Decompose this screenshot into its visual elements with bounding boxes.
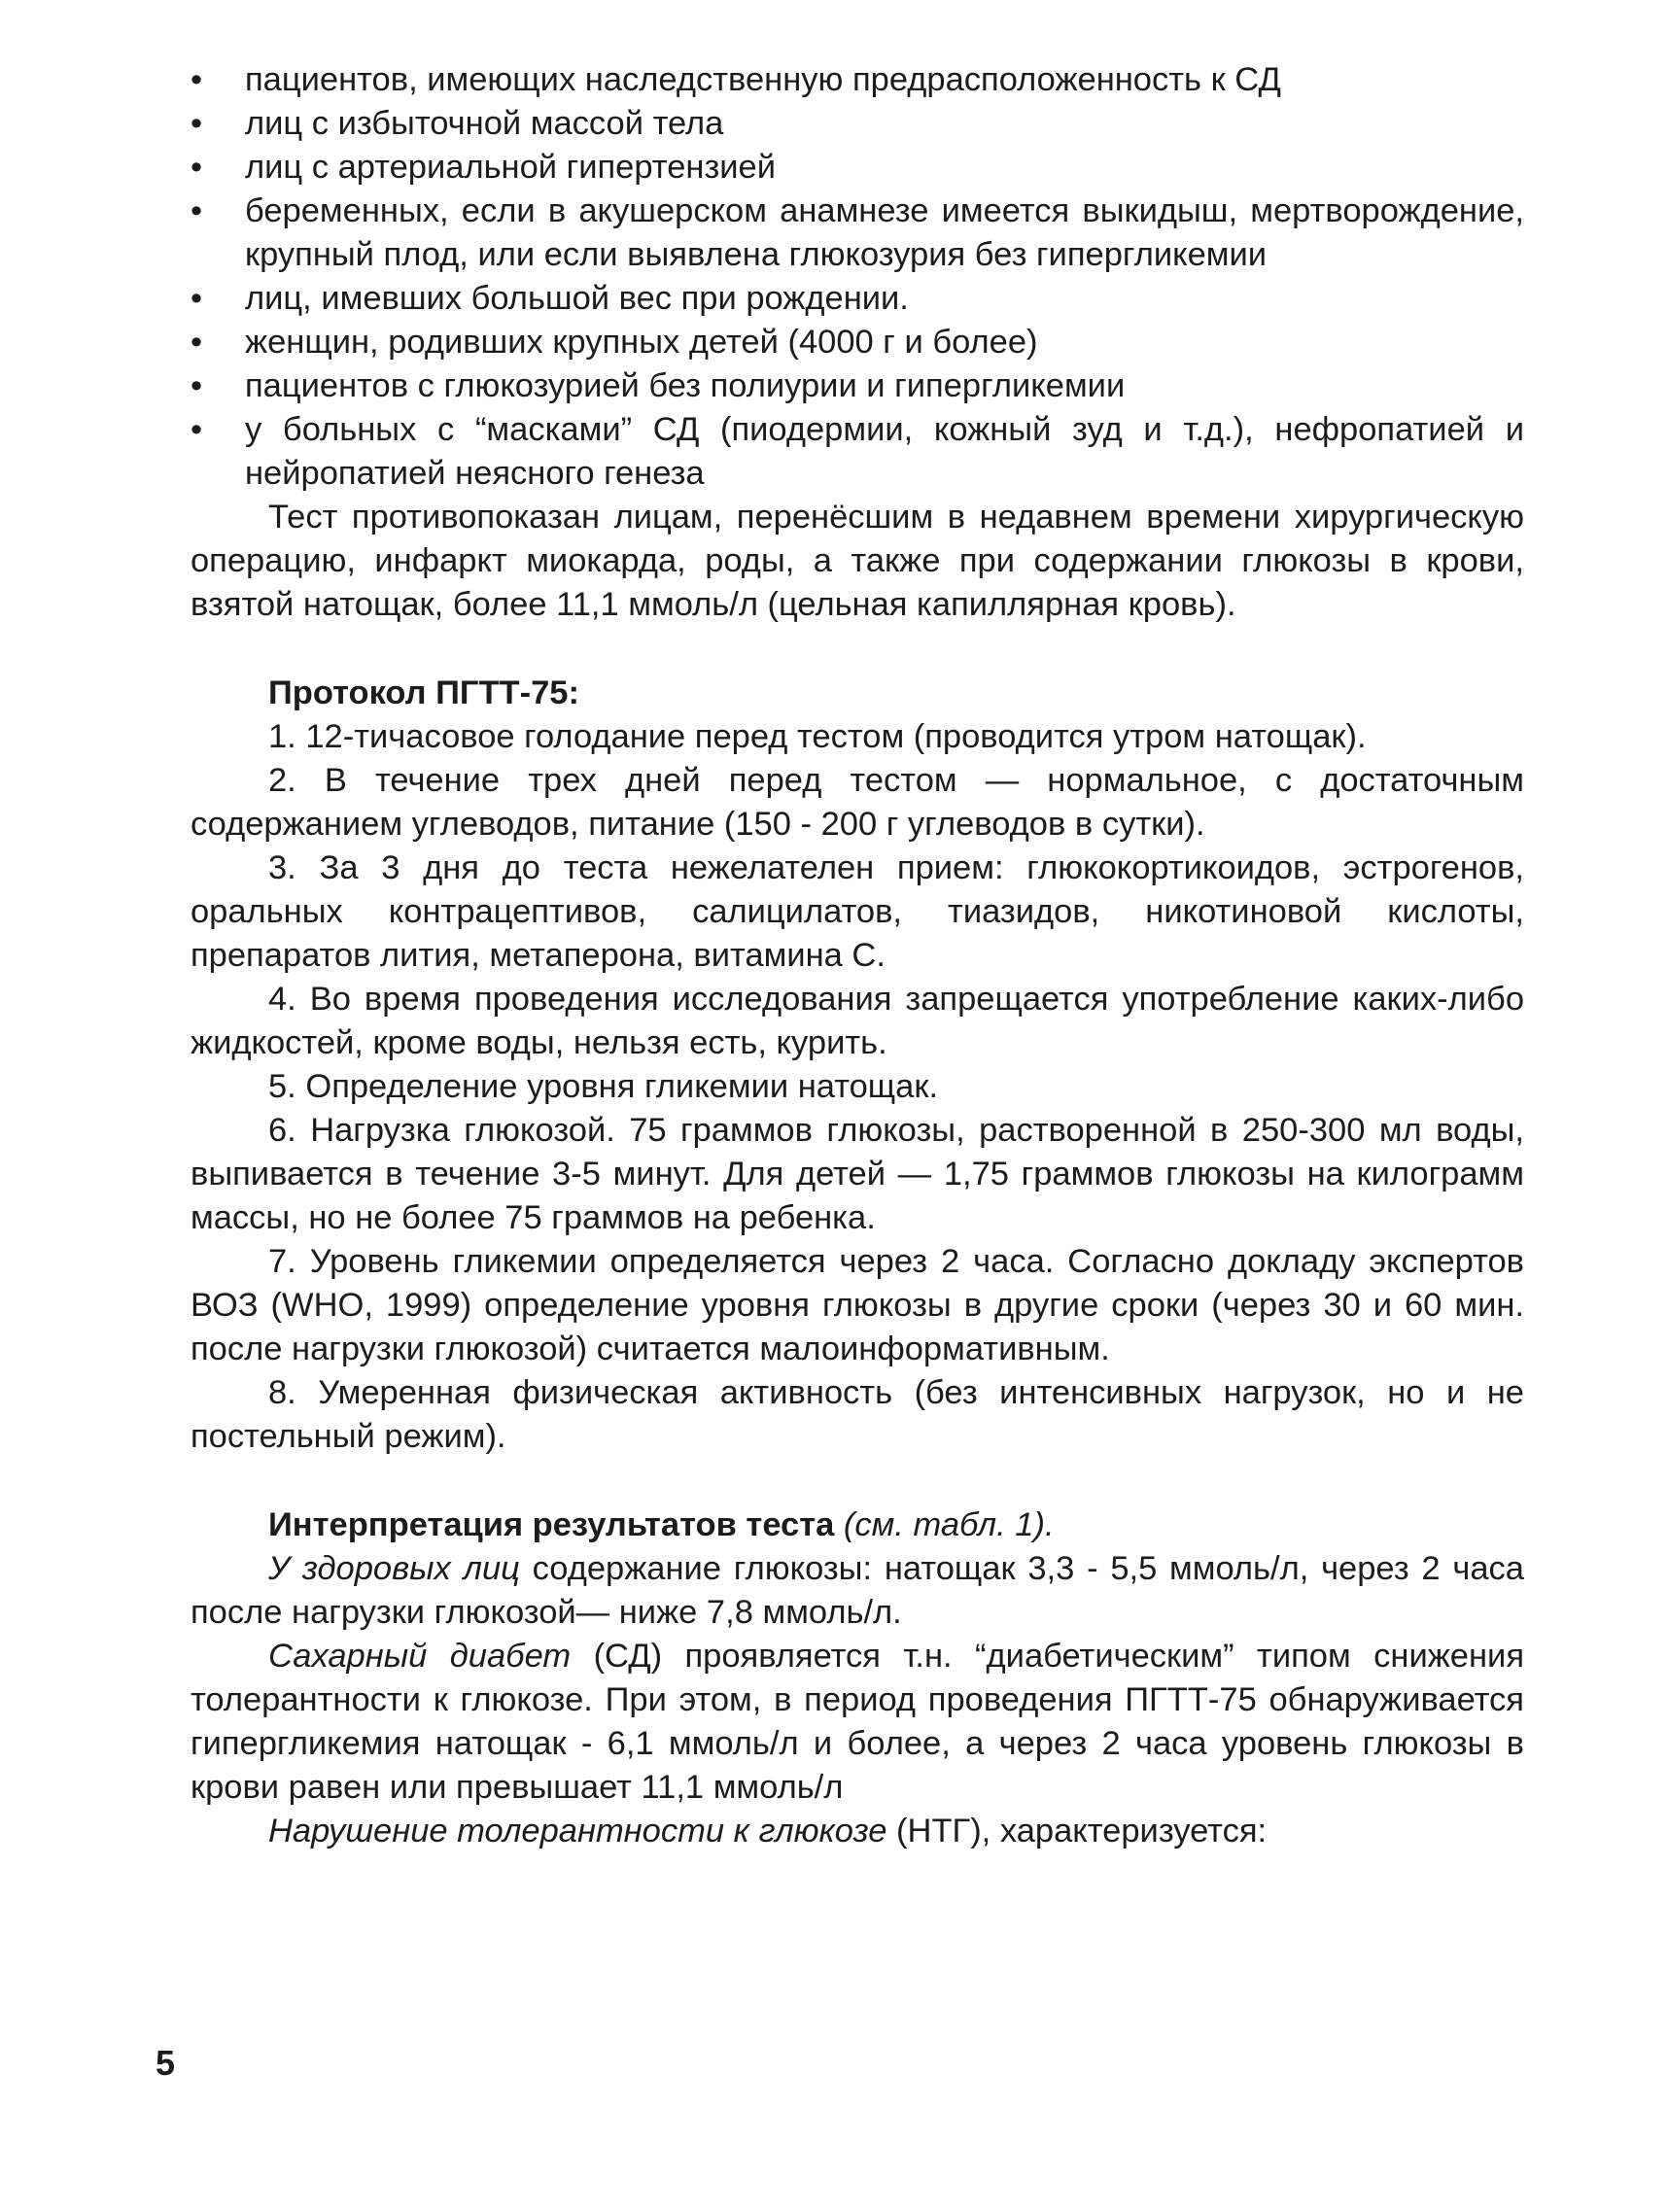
protocol-step: 6. Нагрузка глюкозой. 75 граммов глюкозы, растворенной в 250-300 мл воды, выпивается в течение 3-5 минут. Для детей — 1,75 граммов глюкозы на килограмм массы, но не более 75 граммов на ребенка. <box>191 1112 1524 1236</box>
diabetes-paragraph: Сахарный диабет (СД) проявляется т.н. “диабетическим” типом снижения толерантности к глюкозе. При этом, в период проведения ПГТТ-75 обнаруживается гипергликемия натощак - 6,1 ммоль/л и более, а через 2 часа уровень глюкозы в крови равен или превышает 11,1 ммоль/л <box>191 1638 1524 1806</box>
protocol-heading: Протокол ПГТТ-75: <box>268 674 579 711</box>
list-item: • лиц с артериальной гипертензией <box>191 146 1524 190</box>
page-content <box>191 58 1524 1853</box>
ntg-paragraph: Нарушение толерантности к глюкозе (НТГ), характеризуется: <box>268 1813 1268 1849</box>
ntg-term: Нарушение толерантности к глюкозе <box>268 1813 887 1849</box>
list-item: • у больных с “масками” СД (пиодермии, кожный зуд и т.д.), нефропатией и нейропатией неясного генеза <box>191 408 1524 496</box>
section-spacer <box>191 1459 1524 1503</box>
protocol-step: 1. 12-тичасовое голодание перед тестом (проводится утром натощак). <box>268 718 1367 755</box>
bullet-icon: • <box>191 61 203 98</box>
protocol-step: 4. Во время проведения исследования запрещается употребление каких-либо жидкостей, кроме воды, нельзя есть, курить. <box>191 981 1524 1061</box>
healthy-term: У здоровых лиц <box>268 1550 520 1587</box>
bullet-icon: • <box>191 280 203 317</box>
bullet-icon: • <box>191 367 203 404</box>
section-spacer <box>191 627 1524 672</box>
protocol-step: 5. Определение уровня гликемии натощак. <box>268 1068 939 1105</box>
contraindication-paragraph: Тест противопоказан лицам, перенёсшим в недавнем времени хирургическую операцию, инфаркт миокарда, роды, а также при содержании глюкозы в крови, взятой натощак, более 11,1 ммоль/л (цельная капиллярная кровь). <box>191 499 1524 623</box>
bullet-icon: • <box>191 192 203 229</box>
diabetes-term: Сахарный диабет <box>268 1638 572 1675</box>
list-item: • пациентов, имеющих наследственную предрасположенность к СД <box>191 58 1524 102</box>
list-item: • лиц, имевших большой вес при рождении. <box>191 277 1524 321</box>
risk-group-list <box>191 58 1524 496</box>
protocol-step: 3. За 3 дня до теста нежелателен прием: глюкокортикоидов, эстрогенов, оральных контрацептивов, салицилатов, тиазидов, никотиновой кислоты, препаратов лития, метаперона, витамина С. <box>191 849 1524 974</box>
protocol-step: 7. Уровень гликемии определяется через 2 часа. Согласно докладу экспертов ВОЗ (WHO, 1999) определение уровня глюкозы в другие сроки (через 30 и 60 мин. после нагрузки глюкозой) считается малоинформативным. <box>191 1243 1524 1367</box>
list-item: • пациентов с глюкозурией без полиурии и гипергликемии <box>191 364 1524 408</box>
protocol-step: 2. В течение трех дней перед тестом — нормальное, с достаточным содержанием углеводов, питание (150 - 200 г углеводов в сутки). <box>191 762 1524 843</box>
healthy-paragraph: У здоровых лиц содержание глюкозы: натощак 3,3 - 5,5 ммоль/л, через 2 часа после нагрузки глюкозой— ниже 7,8 ммоль/л. <box>191 1550 1524 1631</box>
bullet-icon: • <box>191 411 203 448</box>
bullet-icon: • <box>191 149 203 186</box>
bullet-icon: • <box>191 105 203 142</box>
list-item: • лиц с избыточной массой тела <box>191 102 1524 146</box>
bullet-icon: • <box>191 324 203 361</box>
list-item: • беременных, если в акушерском анамнезе имеется выкидыш, мертворождение, крупный плод, или если выявлена глюкозурия без гипергликемии <box>191 190 1524 277</box>
interpretation-heading: Интерпретация результатов теста (см. табл. 1). <box>268 1506 1055 1543</box>
list-item: • женщин, родивших крупных детей (4000 г и более) <box>191 321 1524 364</box>
protocol-step: 8. Умеренная физическая активность (без интенсивных нагрузок, но и не постельный режим). <box>191 1374 1524 1455</box>
table-reference: (см. табл. 1). <box>843 1506 1055 1543</box>
page-number: 5 <box>156 2043 176 2083</box>
